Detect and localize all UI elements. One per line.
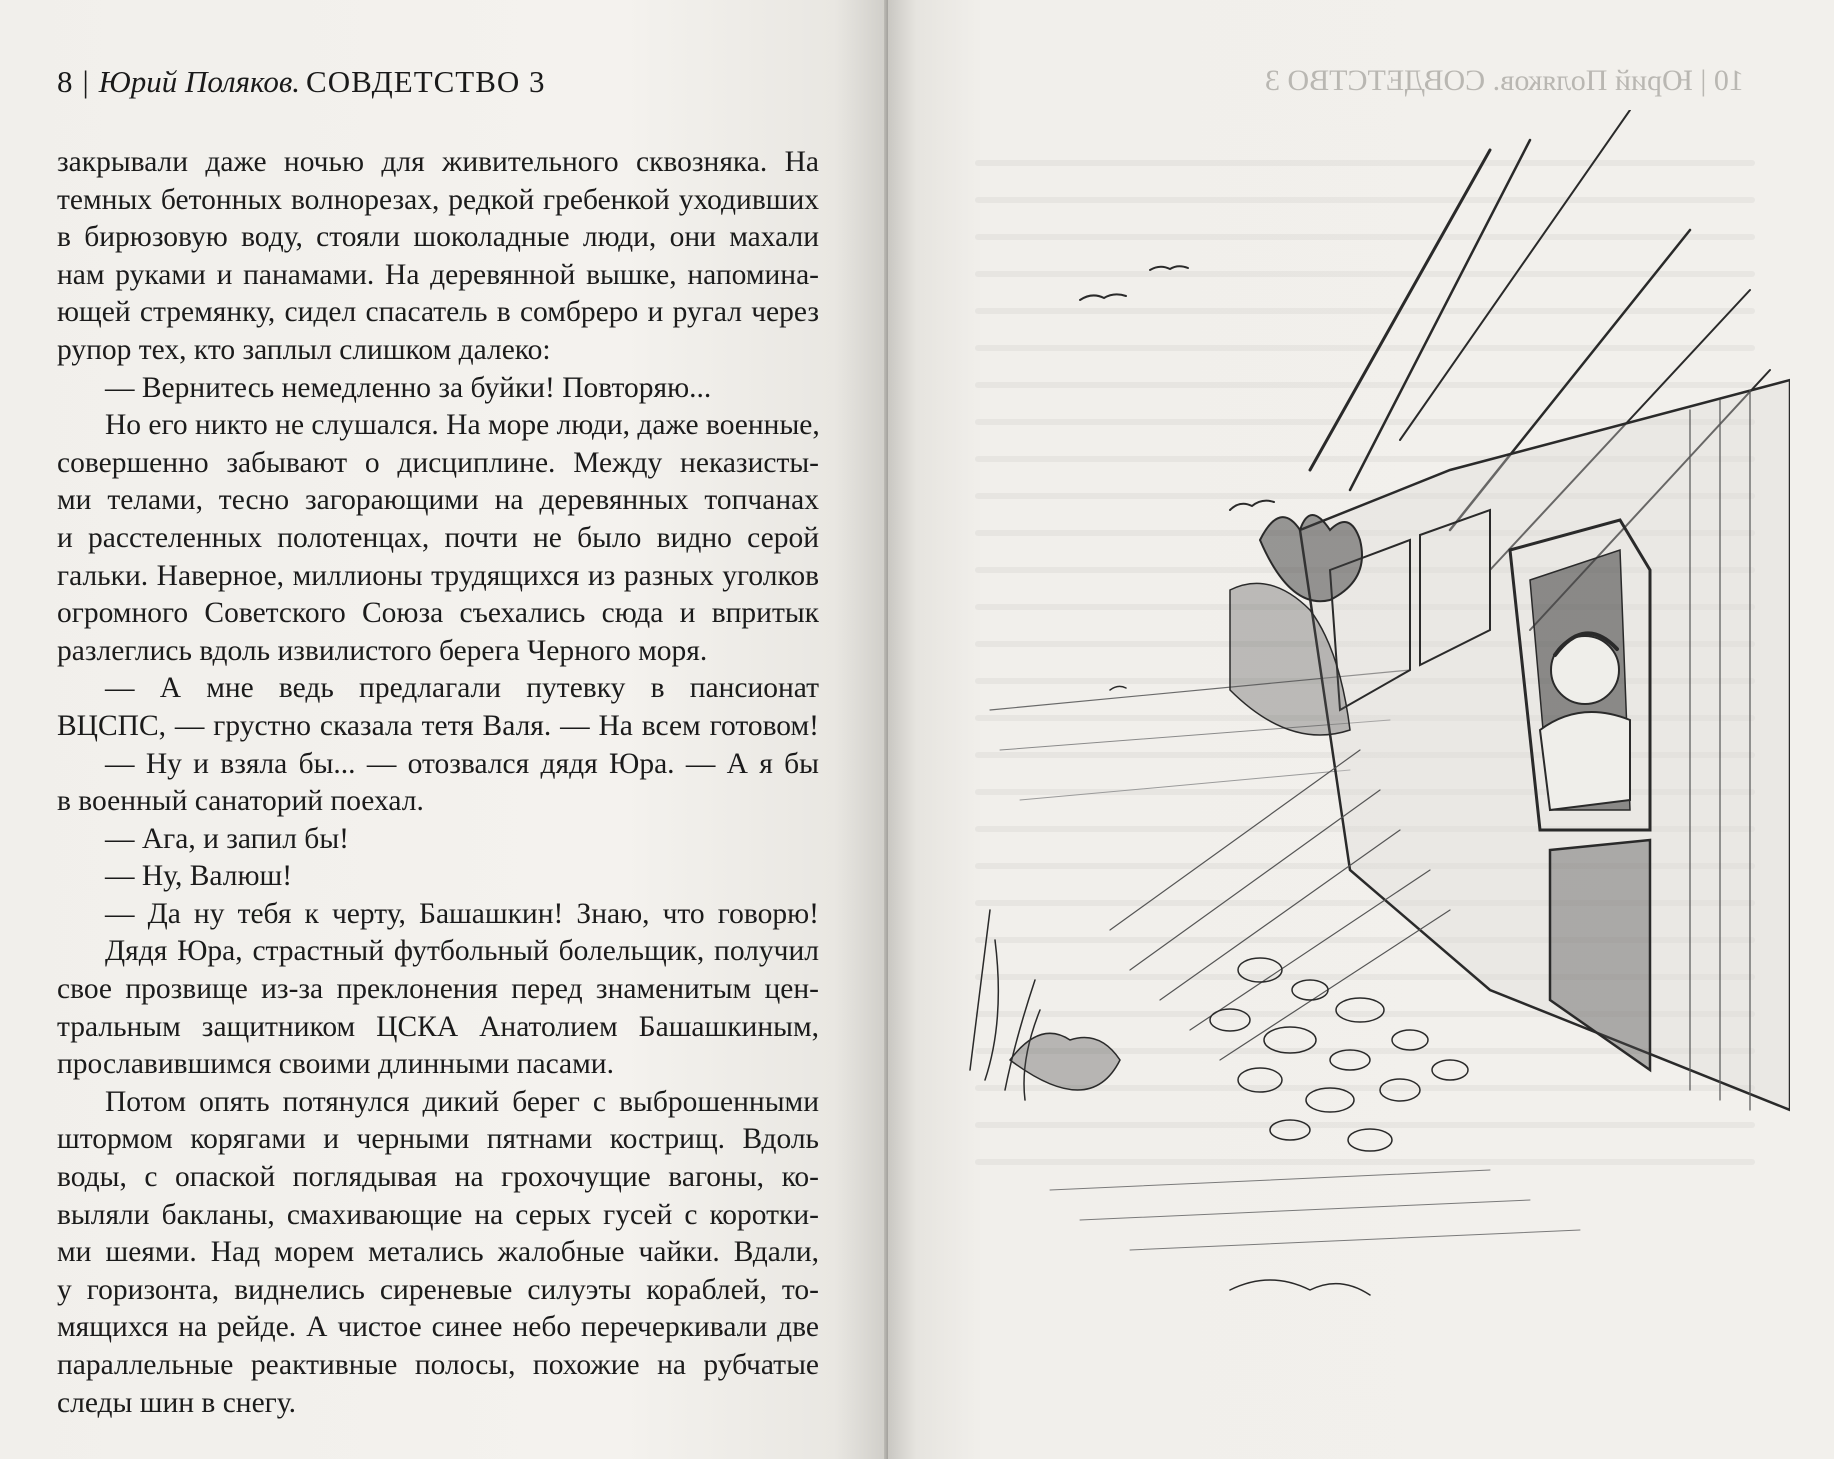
gull-icon (1080, 294, 1126, 300)
author-name: Юрий Поляков. (98, 64, 301, 99)
text-line: ми телами, тесно загорающими на деревянных топчанах (57, 484, 819, 517)
text-line: — Да ну тебя к черту, Башашкин! Знаю, что говорю! (105, 897, 819, 930)
text-line: воды, с опаской поглядывая на грохочущие вагоны, ко- (57, 1161, 819, 1194)
text-line: параллельные реактивные полосы, похожие на рубчатые (57, 1349, 819, 1381)
text-line: в военный санаторий поехал. (57, 785, 424, 818)
text-line: Потом опять потянулся дикий берег с выброшенными (105, 1085, 819, 1118)
header-separator: | (82, 64, 89, 99)
stones (1210, 958, 1468, 1151)
text-line: мящихся на рейде. А чистое синее небо перечеркивали две (57, 1311, 819, 1344)
text-line: у горизонта, виднелись сиреневые силуэты кораблей, то- (57, 1273, 819, 1306)
text-line: Дядя Юра, страстный футбольный болельщик, получил (105, 935, 819, 968)
text-line: огромного Советского Союза съехались сюда и впритык (57, 597, 819, 630)
text-line: — А мне ведь предлагали путевку в пансионат (105, 672, 819, 705)
text-line: в бирюзовую воду, стояли шоколадные люди, они махали (57, 221, 819, 254)
text-line: разлеглись вдоль извилистого берега Черного моря. (57, 634, 708, 667)
text-line: — Ну, Валюш! (105, 860, 293, 893)
text-line: ющей стремянку, сидел спасатель в сомбреро и ругал через (57, 296, 819, 329)
text-line: — Вернитесь немедленно за буйки! Повторяю... (105, 371, 712, 404)
show-through-header: 10 | Юрий Поляков. СОВДЕТСТВО 3 (1265, 64, 1744, 97)
body-text (57, 144, 819, 1422)
sketch-strokes (970, 110, 1790, 1295)
text-line: ми шеями. Над морем метались жалобные чайки. Вдали, (57, 1236, 819, 1269)
left-page (0, 0, 888, 1459)
gull-icon (1110, 686, 1126, 690)
train-window-illustration (930, 110, 1790, 1360)
text-line: гальки. Наверное, миллионы трудящихся из разных уголков (57, 559, 819, 592)
text-line: темных бетонных волнорезах, редкой гребенкой уходивших (57, 183, 819, 216)
text-line: тральным защитником ЦСКА Анатолием Башашкиным, (57, 1010, 819, 1043)
text-line: выляли бакланы, смахивающие на серых гусей с коротки- (57, 1198, 819, 1231)
text-line: штормом корягами и черными пятнами кострищ. Вдоль (57, 1123, 819, 1156)
text-line: и расстеленных полотенцах, почти не было видно серой (57, 521, 819, 554)
text-line: свое прозвище из-за преклонения перед знаменитым цен- (57, 973, 819, 1006)
text-line: закрывали даже ночью для живительного сквозняка. На (57, 146, 819, 178)
text-line: нам руками и панамами. На деревянной вышке, напомина- (57, 258, 819, 291)
text-line: рупор тех, кто заплыл слишком далеко: (57, 333, 551, 366)
book-title: СОВДЕТСТВО 3 (306, 64, 546, 99)
text-line: ВЦСПС, — грустно сказала тетя Валя. — На всем готовом! (57, 709, 819, 742)
text-line: прославившимся своими длинными пасами. (57, 1048, 614, 1081)
running-head (57, 64, 546, 100)
gull-icon (1150, 266, 1188, 270)
text-line: Но его никто не слушался. На море люди, даже военные, (105, 409, 820, 442)
page-number: 8 (57, 64, 73, 99)
gull-icon (1230, 501, 1274, 510)
text-line: — Ага, и запил бы! (105, 822, 349, 855)
text-line: — Ну и взяла бы... — отозвался дядя Юра. — А я бы (105, 747, 819, 780)
text-line: совершенно забывают о дисциплине. Между неказисты- (57, 446, 819, 479)
text-line: следы шин в снегу. (57, 1386, 296, 1419)
